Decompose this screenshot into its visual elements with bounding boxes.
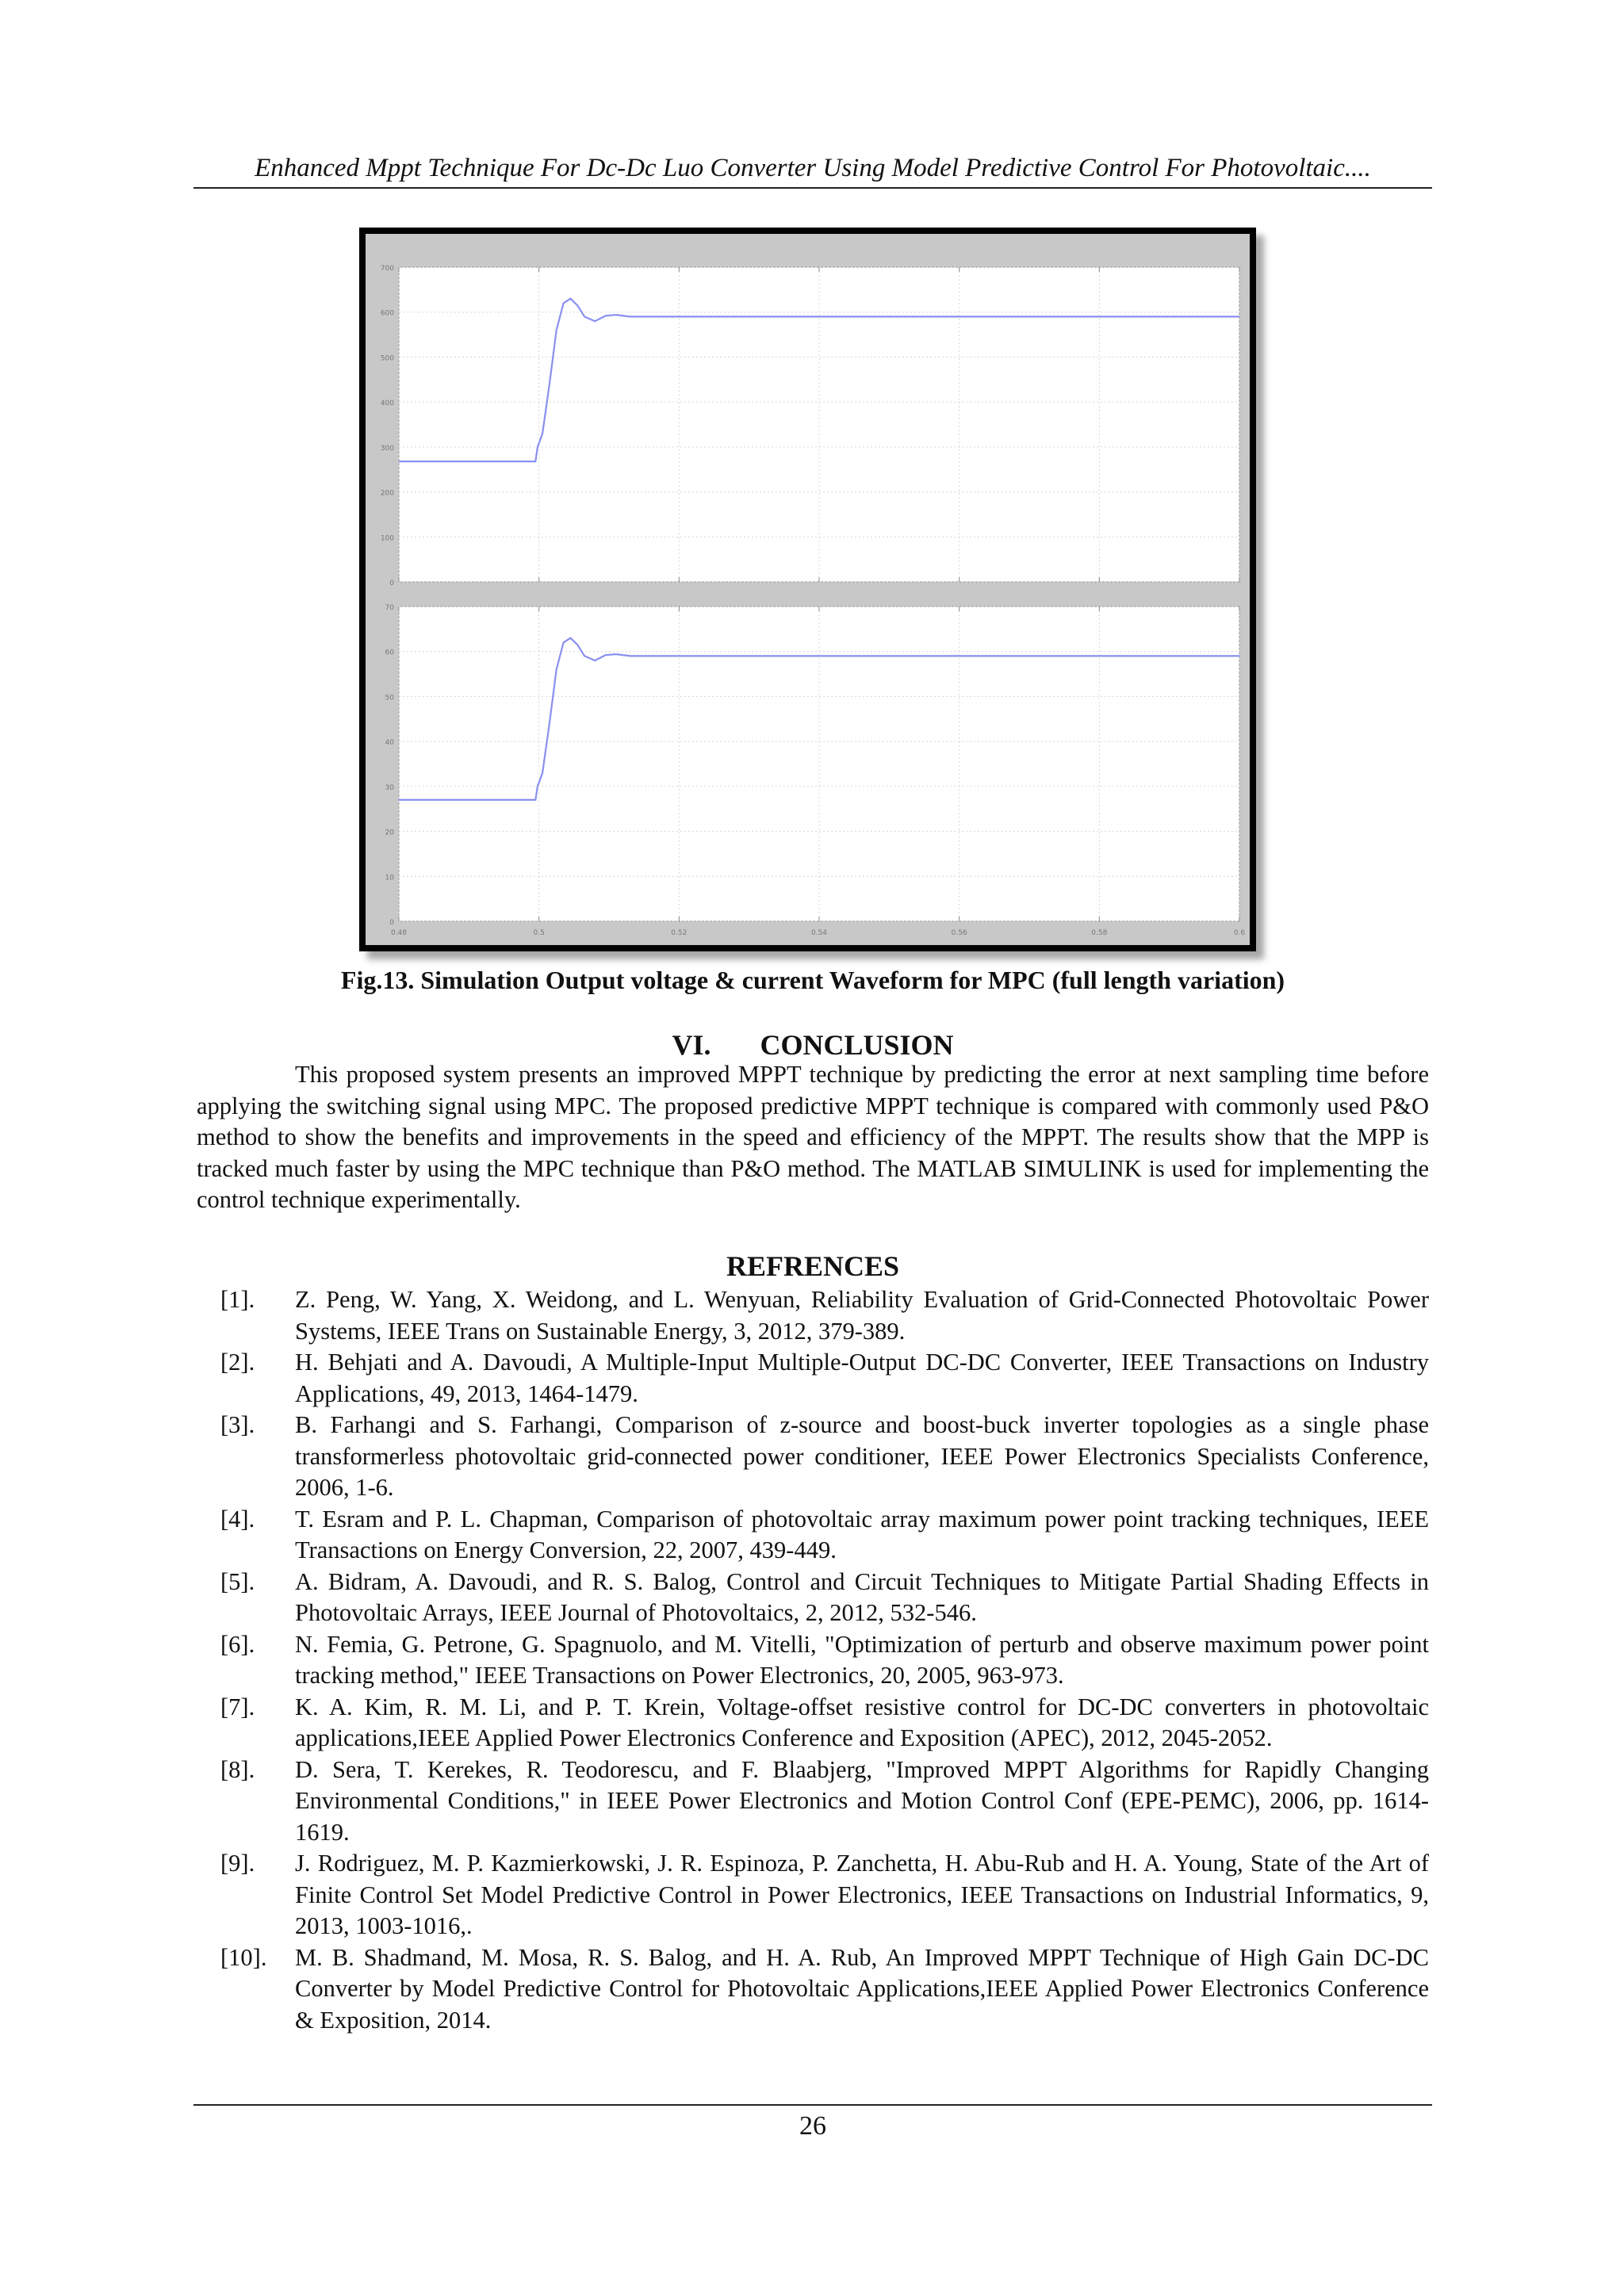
current-ytick-label: 20 — [385, 828, 394, 837]
voltage-ytick-label: 500 — [380, 354, 394, 363]
current-xtick-label: 0.52 — [671, 929, 688, 937]
voltage-ytick-label: 600 — [380, 309, 394, 318]
current-ytick-label: 60 — [385, 649, 394, 657]
voltage-ytick-label: 400 — [380, 400, 394, 408]
voltage-ytick-label: 100 — [380, 534, 394, 543]
current-xtick-label: 0.48 — [390, 929, 408, 937]
reference-item — [197, 1284, 1429, 1347]
section-number: VI. — [672, 1029, 711, 1061]
reference-item — [197, 1692, 1429, 1755]
current-xtick-label: 0.5 — [533, 929, 545, 937]
section-title: CONCLUSION — [760, 1029, 954, 1061]
current-ytick-label: 30 — [385, 783, 394, 792]
reference-number: [7]. — [220, 1693, 255, 1720]
current-xtick-label: 0.56 — [951, 929, 967, 937]
reference-number: [10]. — [220, 1943, 267, 1971]
current-xtick-label: 0.6 — [1233, 929, 1246, 937]
reference-number: [8]. — [220, 1755, 255, 1783]
reference-item — [197, 1755, 1429, 1849]
current-ytick-label: 40 — [385, 739, 394, 748]
reference-number: [9]. — [220, 1850, 255, 1877]
reference-number: [4]. — [220, 1505, 255, 1533]
voltage-ytick-label: 700 — [380, 265, 394, 273]
reference-item — [197, 1410, 1429, 1504]
reference-item — [197, 1942, 1429, 2037]
waveform-plot-svg — [359, 228, 1256, 951]
reference-item — [197, 1629, 1429, 1692]
reference-number: [2]. — [220, 1349, 255, 1376]
reference-text: H. Behjati and A. Davoudi, A Multiple-Input Multiple-Output DC-DC Converter, IEEE Transactions on Industry Applications, 49, 2013, 1464-1479. — [295, 1349, 1429, 1407]
reference-text: N. Femia, G. Petrone, G. Spagnuolo, and M. Vitelli, "Optimization of perturb and observe maximum power point tracking method," IEEE Transactions on Power Electronics, 20, 2005, 963-973. — [295, 1630, 1429, 1689]
running-header: Enhanced Mppt Technique For Dc-Dc Luo Converter Using Model Predictive Control For Photovoltaic.... — [255, 154, 1371, 182]
voltage-plot-area — [399, 267, 1239, 582]
reference-text: A. Bidram, A. Davoudi, and R. S. Balog, Control and Circuit Techniques to Mitigate Partial Shading Effects in Photovoltaic Arrays, IEEE Journal of Photovoltaics, 2, 2012, 532-546. — [295, 1567, 1429, 1626]
current-ytick-label: 10 — [385, 874, 394, 882]
reference-item — [197, 1848, 1429, 1942]
current-plot-area — [399, 607, 1239, 921]
reference-item — [197, 1347, 1429, 1410]
reference-text: M. B. Shadmand, M. Mosa, R. S. Balog, and H. A. Rub, An Improved MPPT Technique of High Gain DC-DC Converter by Model Predictive Control for Photovoltaic Applications,IEEE Applied Power Electronics Conference & Exposition, 2014. — [295, 1943, 1429, 2034]
reference-number: [3]. — [220, 1411, 255, 1438]
reference-text: Z. Peng, W. Yang, X. Weidong, and L. Wenyuan, Reliability Evaluation of Grid-Connected Photovoltaic Power Systems, IEEE Trans on Sustainable Energy, 3, 2012, 379-389. — [295, 1286, 1429, 1345]
current-xtick-label: 0.54 — [810, 929, 828, 937]
reference-text: T. Esram and P. L. Chapman, Comparison of photovoltaic array maximum power point tracking techniques, IEEE Transactions on Energy Conversion, 22, 2007, 439-449. — [295, 1505, 1429, 1563]
references-heading: REFRENCES — [726, 1250, 900, 1282]
current-ytick-label: 0 — [389, 919, 394, 927]
reference-text: K. A. Kim, R. M. Li, and P. T. Krein, Voltage-offset resistive control for DC-DC converters in photovoltaic applications,IEEE Applied Power Electronics Conference and Exposition (APEC), 2012, 2045-2052. — [295, 1693, 1429, 1751]
reference-item — [197, 1504, 1429, 1567]
reference-number: [5]. — [220, 1567, 255, 1595]
current-ytick-label: 50 — [385, 694, 394, 702]
reference-number: [6]. — [220, 1630, 255, 1658]
reference-number: [1]. — [220, 1286, 255, 1313]
voltage-ytick-label: 0 — [389, 580, 394, 587]
current-xtick-label: 0.58 — [1091, 929, 1108, 937]
simulation-figure — [359, 228, 1256, 951]
reference-text: D. Sera, T. Kerekes, R. Teodorescu, and F. Blaabjerg, "Improved MPPT Algorithms for Rapidly Changing Environmental Conditions," in IEEE Power Electronics and Motion Control Conf (EPE-PEMC), 2006, pp. 1614-1619. — [295, 1755, 1429, 1846]
footer-rule — [193, 2104, 1432, 2106]
figure-caption: Fig.13. Simulation Output voltage & current Waveform for MPC (full length variation) — [340, 966, 1285, 994]
voltage-ytick-label: 200 — [380, 489, 394, 498]
reference-text: J. Rodriguez, M. P. Kazmierkowski, J. R. Espinoza, P. Zanchetta, H. Abu-Rub and H. A. Young, State of the Art of Finite Control Set Model Predictive Control in Power Electronics, IEEE Transactions on Industrial Informatics, 9, 2013, 1003-1016,. — [295, 1850, 1429, 1939]
reference-list — [197, 1284, 1429, 2036]
voltage-ytick-label: 300 — [380, 444, 394, 453]
reference-item — [197, 1567, 1429, 1629]
header-rule — [193, 187, 1432, 189]
page-number: 26 — [799, 2111, 826, 2141]
section-heading — [193, 1027, 1432, 1062]
current-ytick-label: 70 — [385, 604, 394, 612]
reference-text: B. Farhangi and S. Farhangi, Comparison of z-source and boost-buck inverter topologies as a single phase transformerless photovoltaic grid-connected power conditioner, IEEE Power Electronics Specialists Conference, 2006, 1-6. — [295, 1411, 1429, 1501]
conclusion-paragraph: This proposed system presents an improved MPPT technique by predicting the error at next sampling time before applying the switching signal using MPC. The proposed predictive MPPT technique is compared with commonly used P&O method to show the benefits and improvements in the speed and efficiency of the MPPT. The results show that the MPP is tracked much faster by using the MPC technique than P&O method. The MATLAB SIMULINK is used for implementing the control technique experimentally. — [197, 1061, 1429, 1213]
